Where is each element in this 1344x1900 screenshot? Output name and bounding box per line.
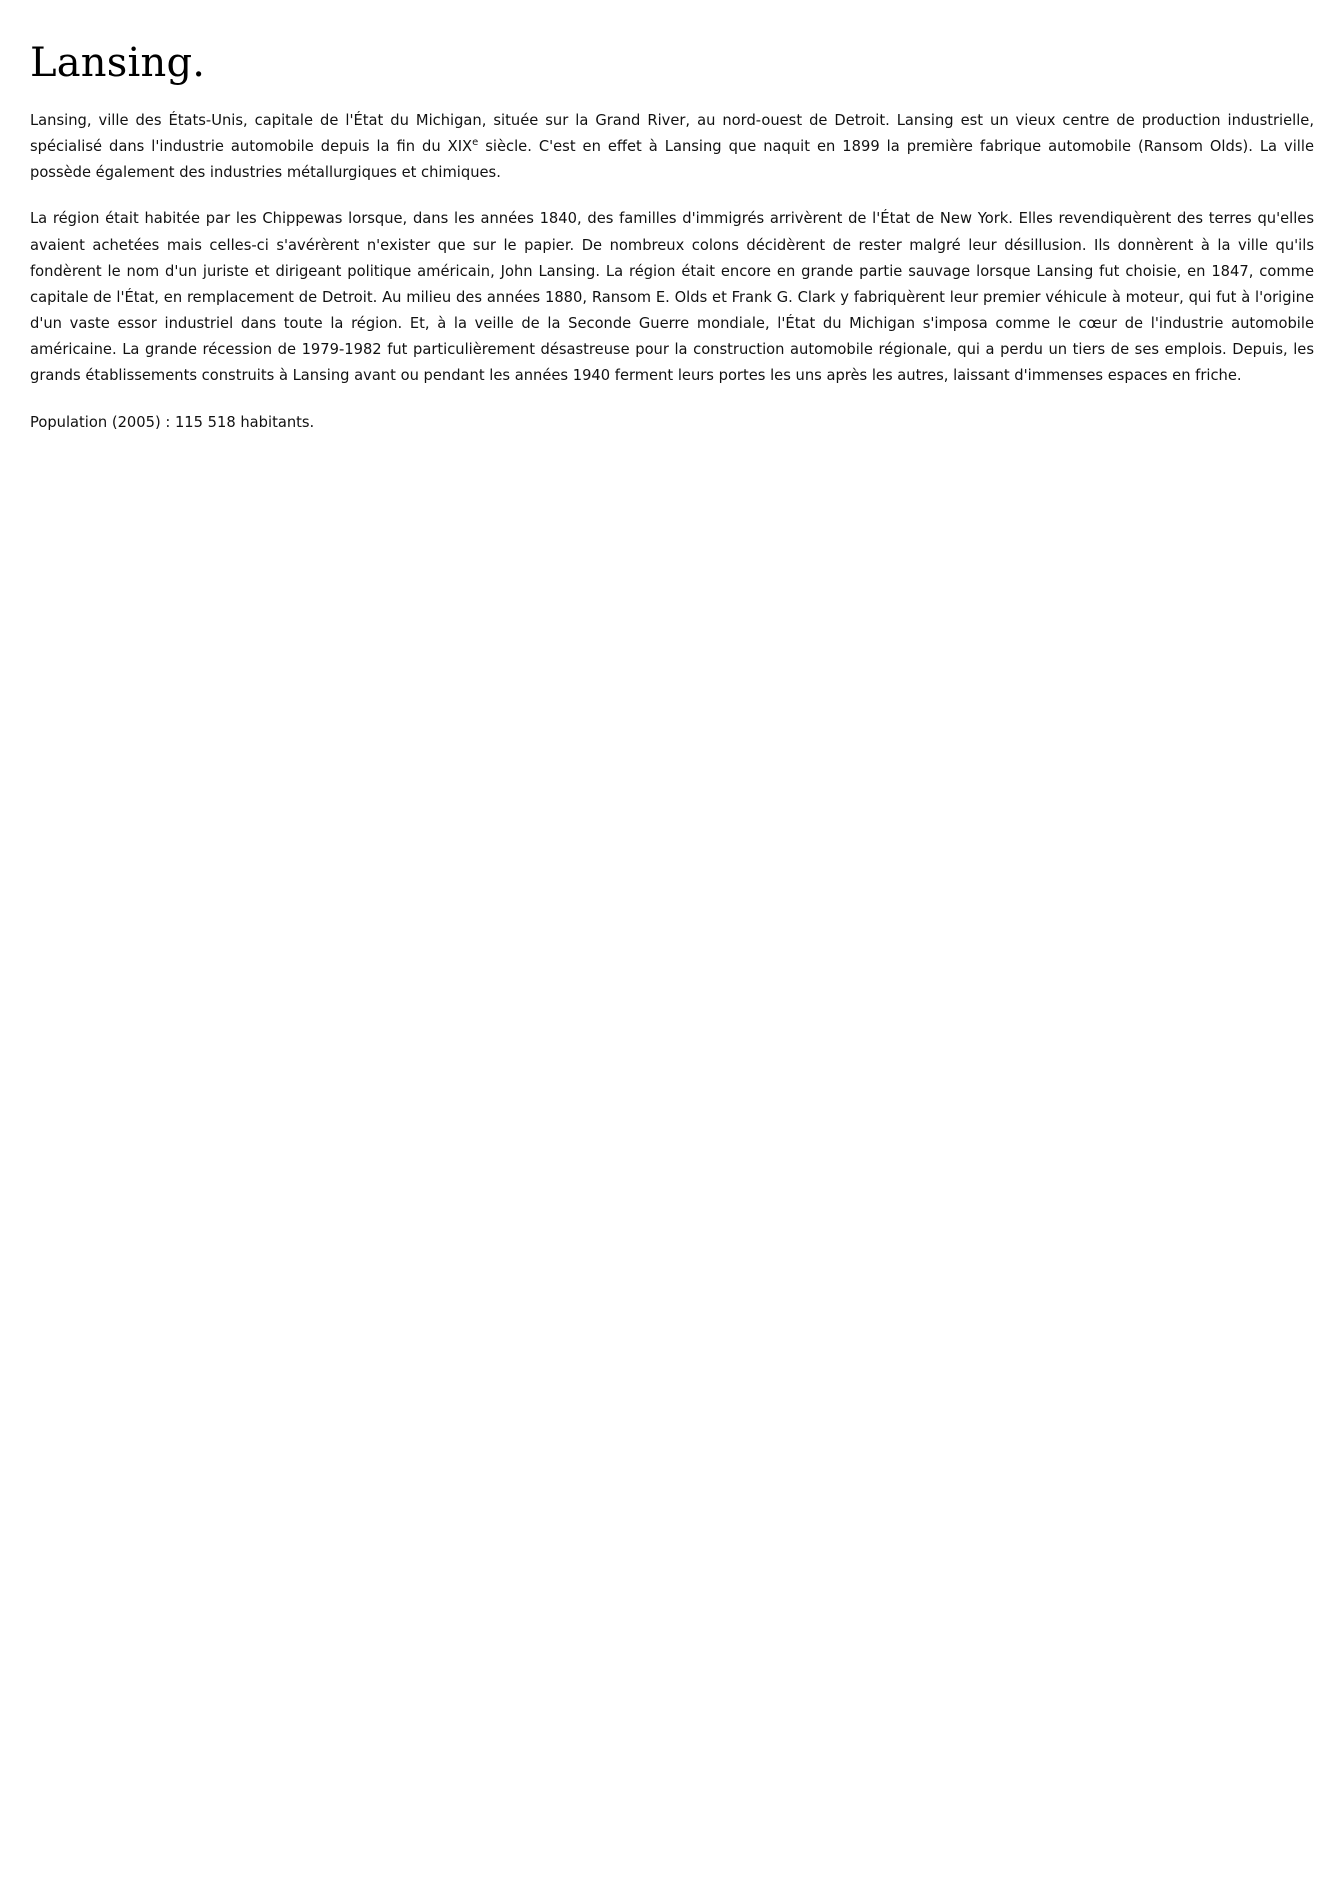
paragraph-intro — [30, 108, 1314, 186]
ordinal-superscript: e — [472, 137, 479, 149]
page-title: Lansing. — [30, 40, 206, 86]
paragraph-population: Population (2005) : 115 518 habitants. — [30, 413, 315, 431]
paragraph-intro-text-after: siècle. C'est en effet à Lansing que naquit en 1899 la première fabrique automobile (Ransom Olds). La ville possède également des industries métallurgiques et chimiques. — [30, 138, 1314, 182]
paragraph-intro-text-before: Lansing, ville des États-Unis, capitale de l'État du Michigan, située sur la Grand River, au nord-ouest de Detroit. Lansing est un vieux centre de production industrielle, spécialisé dans l'industrie automobile depuis la fin du XIX — [30, 112, 1314, 156]
paragraph-history: La région était habitée par les Chippewas lorsque, dans les années 1840, des familles d'immigrés arrivèrent de l'État de New York. Elles revendiquèrent des terres qu'elles avaient achetées mais celles-ci s'avérèrent n'exister que sur le papier. De nombreux colons décidèrent de rester malgré leur désillusion. Ils donnèrent à la ville qu'ils fondèrent le nom d'un juriste et dirigeant politique américain, John Lansing. La région était encore en grande partie sauvage lorsque Lansing fut choisie, en 1847, comme capitale de l'État, en remplacement de Detroit. Au milieu des années 1880, Ransom E. Olds et Frank G. Clark y fabriquèrent leur premier véhicule à moteur, qui fut à l'origine d'un vaste essor industriel dans toute la région. Et, à la veille de la Seconde Guerre mondiale, l'État du Michigan s'imposa comme le cœur de l'industrie automobile américaine. La grande récession de 1979-1982 fut particulièrement désastreuse pour la construction automobile régionale, qui a perdu un tiers de ses emplois. Depuis, les grands établissements construits à Lansing avant ou pendant les années 1940 ferment leurs portes les uns après les autres, laissant d'immenses espaces en friche. — [30, 210, 1314, 385]
